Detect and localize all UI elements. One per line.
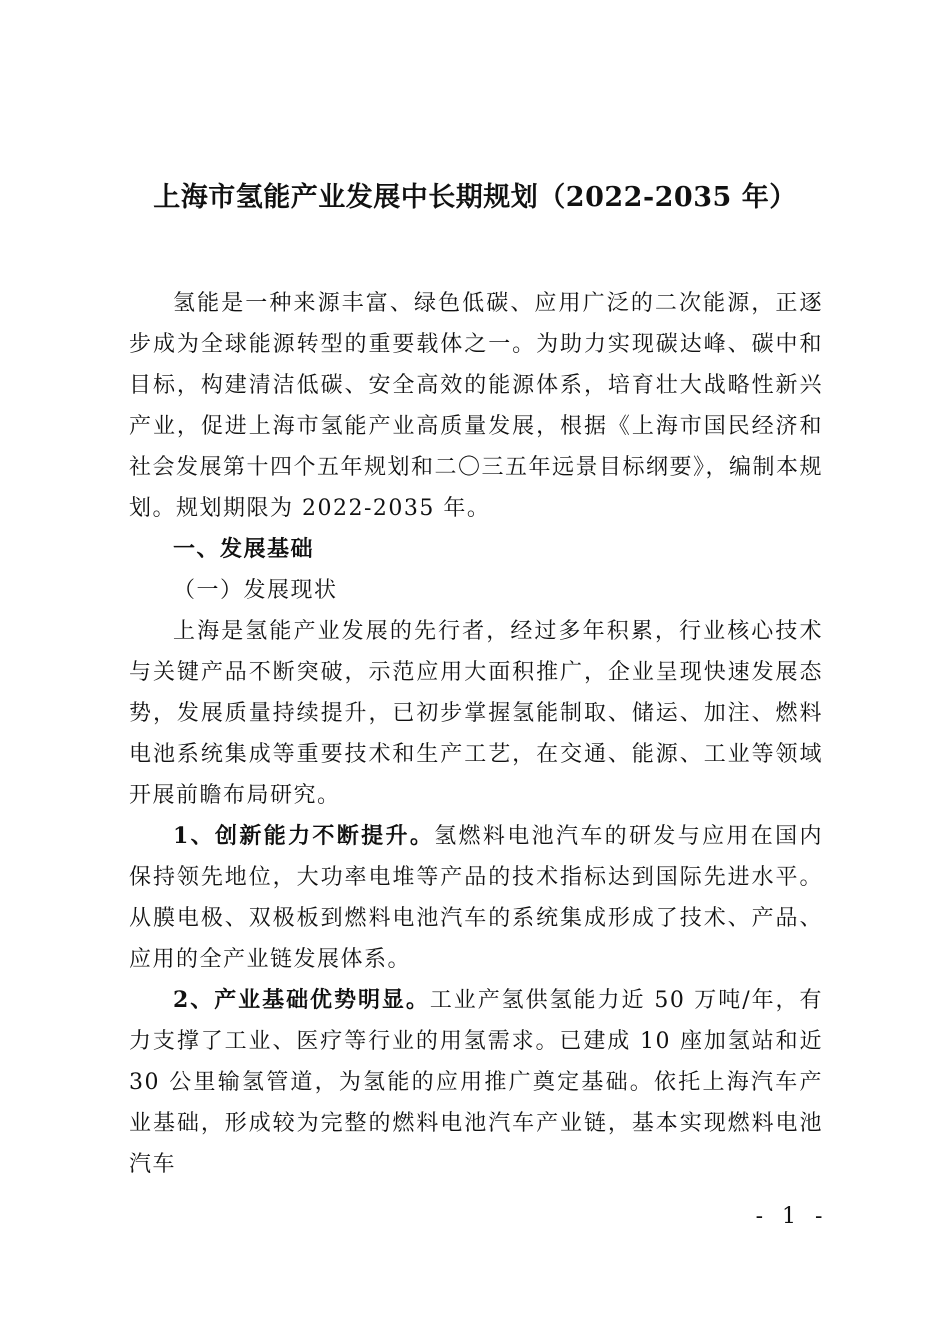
item-industrial-base-paragraph (129, 980, 823, 1185)
subsection-heading-current-status: （一）发展现状 (173, 578, 338, 603)
status-paragraph: 上海是氢能产业发展的先行者，经过多年积累，行业核心技术与关键产品不断突破，示范应用大面积推广，企业呈现快速发展态势，发展质量持续提升，已初步掌握氢能制取、储运、加注、燃料电池系统集成等重要技术和生产工艺，在交通、能源、工业等领域开展前瞻布局研究。 (129, 619, 823, 808)
page-number: - 1 - (755, 1204, 829, 1229)
item-industrial-base-lead: 2、产业基础优势明显。 (173, 987, 430, 1013)
item-innovation-lead: 1、创新能力不断提升。 (173, 823, 435, 849)
item-innovation-paragraph (129, 816, 823, 980)
intro-paragraph: 氢能是一种来源丰富、绿色低碳、应用广泛的二次能源，正逐步成为全球能源转型的重要载体之一。为助力实现碳达峰、碳中和目标，构建清洁低碳、安全高效的能源体系，培育壮大战略性新兴产业，促进上海市氢能产业高质量发展，根据《上海市国民经济和社会发展第十四个五年规划和二〇三五年远景目标纲要》，编制本规划。规划期限为 2022-2035 年。 (129, 291, 824, 521)
document-title: 上海市氢能产业发展中长期规划（2022-2035 年） (153, 182, 797, 213)
item-innovation-text: 氢燃料电池汽车的研发与应用在国内保持领先地位，大功率电堆等产品的技术指标达到国际先进水平。从膜电极、双极板到燃料电池汽车的系统集成形成了技术、产品、应用的全产业链发展体系。 (129, 824, 823, 972)
section-heading-development-basis: 一、发展基础 (173, 536, 315, 562)
document-body (129, 283, 823, 1185)
item-industrial-base-text: 工业产氢供氢能力近 50 万吨/年，有力支撑了工业、医疗等行业的用氢需求。已建成 10 座加氢站和近 30 公里输氢管道，为氢能的应用推广奠定基础。依托上海汽车产业基础，形成较为完整的燃料电池汽车产业链，基本实现燃料电池汽车 (129, 988, 823, 1177)
